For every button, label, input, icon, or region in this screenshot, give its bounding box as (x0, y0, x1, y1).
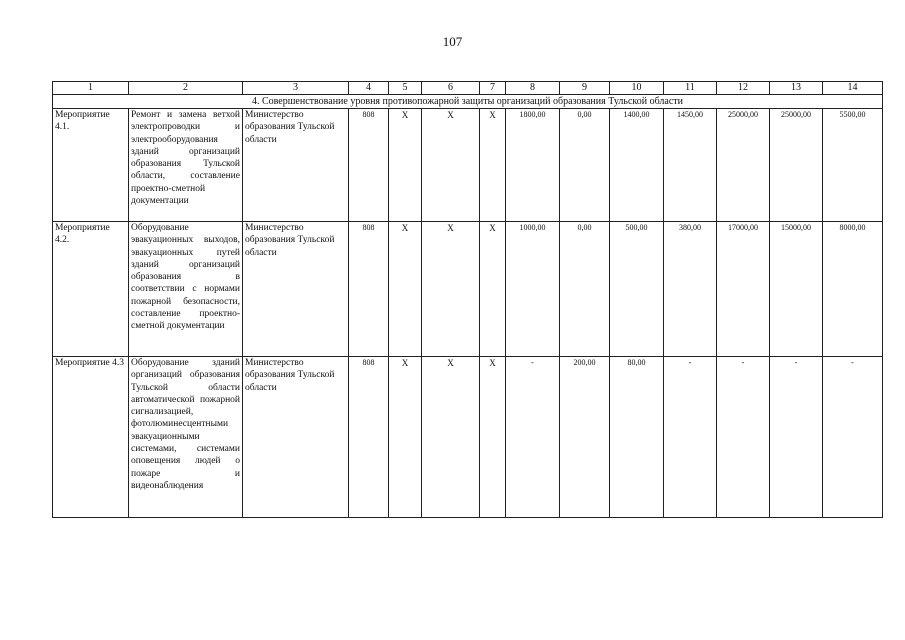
measure-description: Оборудование зданий организаций образования Тульской области автоматической пожарной сигнализацией, фотолюминесцентными эвакуационными системами, системами оповещения людей о пожаре и видеонаблюдения (129, 357, 243, 518)
budget-code: 808 (349, 109, 389, 222)
value-cell: 1000,00 (506, 222, 560, 357)
column-number-row (53, 82, 883, 95)
program-table (52, 81, 883, 518)
column-number: 3 (243, 82, 349, 95)
cell-c6: X (422, 222, 480, 357)
value-cell: - (717, 357, 770, 518)
value-cell: - (770, 357, 823, 518)
column-number: 5 (389, 82, 422, 95)
budget-code: 808 (349, 357, 389, 518)
section-title: 4. Совершенствование уровня противопожарной защиты организаций образования Тульской области (53, 95, 883, 109)
table-row (53, 357, 883, 518)
executor: Министерство образования Тульской области (243, 109, 349, 222)
measure-label: Мероприятие 4.3 (53, 357, 129, 518)
value-cell: - (823, 357, 883, 518)
value-cell: - (506, 357, 560, 518)
value-cell: 500,00 (610, 222, 664, 357)
value-cell: 200,00 (560, 357, 610, 518)
table-row (53, 109, 883, 222)
cell-c6: X (422, 109, 480, 222)
measure-description: Ремонт и замена ветхой электропроводки и электрооборудования зданий организаций образования Тульской области, составление проектно-сметной документации (129, 109, 243, 222)
value-cell: 80,00 (610, 357, 664, 518)
column-number: 13 (770, 82, 823, 95)
value-cell: 17000,00 (717, 222, 770, 357)
column-number: 9 (560, 82, 610, 95)
value-cell: 1800,00 (506, 109, 560, 222)
value-cell: 25000,00 (717, 109, 770, 222)
section-header-row (53, 95, 883, 109)
value-cell: 0,00 (560, 109, 610, 222)
cell-c7: X (480, 357, 506, 518)
cell-c5: X (389, 222, 422, 357)
column-number: 10 (610, 82, 664, 95)
value-cell: - (664, 357, 717, 518)
column-number: 12 (717, 82, 770, 95)
measure-label: Мероприятие 4.1. (53, 109, 129, 222)
value-cell: 8000,00 (823, 222, 883, 357)
column-number: 14 (823, 82, 883, 95)
value-cell: 5500,00 (823, 109, 883, 222)
value-cell: 1400,00 (610, 109, 664, 222)
cell-c7: X (480, 222, 506, 357)
measure-description: Оборудование эвакуационных выходов, эвакуационных путей зданий организаций образования в соответствии с нормами пожарной безопасности, составление проектно-сметной документации (129, 222, 243, 357)
column-number: 7 (480, 82, 506, 95)
value-cell: 15000,00 (770, 222, 823, 357)
value-cell: 380,00 (664, 222, 717, 357)
table-row (53, 222, 883, 357)
column-number: 1 (53, 82, 129, 95)
value-cell: 0,00 (560, 222, 610, 357)
cell-c5: X (389, 109, 422, 222)
column-number: 2 (129, 82, 243, 95)
column-number: 11 (664, 82, 717, 95)
column-number: 6 (422, 82, 480, 95)
executor: Министерство образования Тульской области (243, 222, 349, 357)
page-number: 107 (442, 34, 463, 49)
cell-c6: X (422, 357, 480, 518)
value-cell: 1450,00 (664, 109, 717, 222)
cell-c5: X (389, 357, 422, 518)
executor: Министерство образования Тульской области (243, 357, 349, 518)
column-number: 8 (506, 82, 560, 95)
value-cell: 25000,00 (770, 109, 823, 222)
column-number: 4 (349, 82, 389, 95)
measure-label: Мероприятие 4.2. (53, 222, 129, 357)
cell-c7: X (480, 109, 506, 222)
budget-code: 808 (349, 222, 389, 357)
